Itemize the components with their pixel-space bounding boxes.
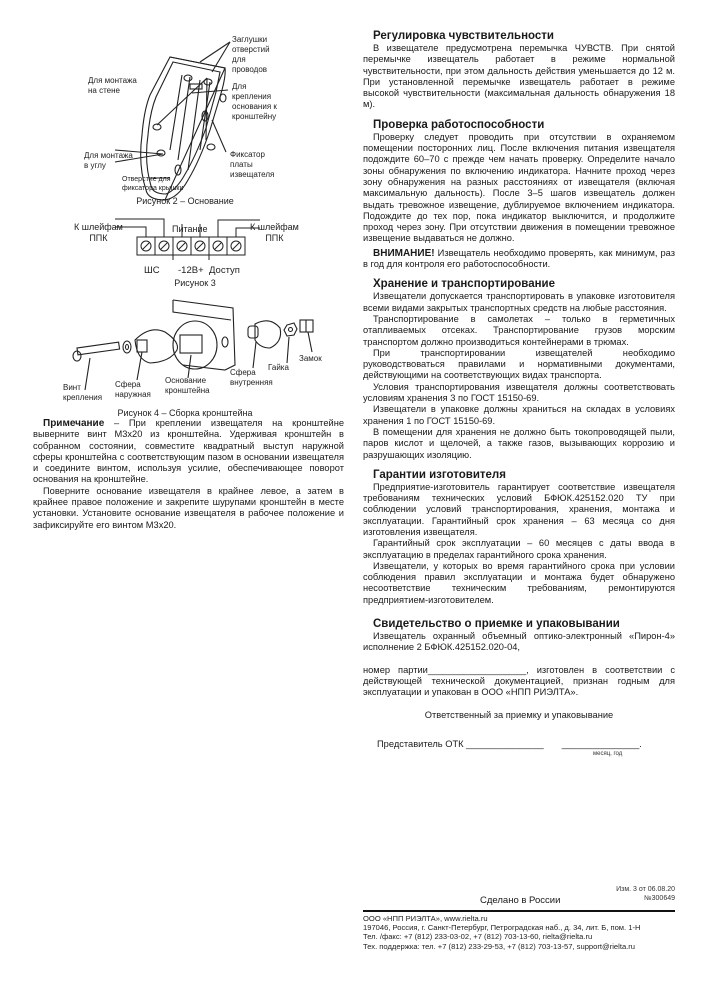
label-wall-mount: Для монтажа на стене [88, 76, 137, 95]
figure-3-caption: Рисунок 3 [174, 278, 216, 288]
label-bracket-base: Основание кронштейна [165, 376, 210, 395]
label-outer-sphere: Сфера наружная [115, 380, 151, 399]
label-corner-mount: Для монтажа в углу [84, 151, 133, 170]
label-left-ppk: К шлейфам ППК [74, 222, 123, 243]
responsible-label: Ответственный за приемку и упаковывание [424, 709, 614, 720]
company-phone: Тел. /факс: +7 (812) 233-03-02, +7 (812) 703-13-60, rielta@rielta.ru [363, 932, 593, 942]
figure-4-bracket-assembly [55, 290, 355, 420]
label-power: Питание [172, 224, 208, 234]
revision-date: Изм. 3 от 06.08.20 [616, 886, 675, 893]
label-plugs: Заглушки отверстий для проводов [232, 35, 270, 74]
label-bracket-mount: Для крепления основания к кронштейну [232, 82, 277, 121]
section-title: Свидетельство о приемке и упаковывании [373, 618, 620, 631]
section-title: Регулировка чувствительности [373, 30, 554, 42]
note-title: Примечание [43, 418, 105, 429]
left-column-text [33, 418, 344, 531]
section-sensitivity: Регулировка чувствительности В извещателе предусмотрена перемычка ЧУВСТВ. При снятой перемычке извещатель работает в режиме нормальной чувствительности, при этом дальность действия уменьшается до 12 м. При установленной перемычке извещатель работает в режиме высокой чувствительности (максимальная дальность обнаружения 18 м). [363, 30, 675, 110]
section-title: Проверка работоспособности [373, 118, 545, 131]
otk-signature-field[interactable]: Представитель ОТК _______________ [377, 738, 544, 749]
signature-row [363, 739, 675, 749]
label-inner-sphere: Сфера внутренняя [230, 368, 273, 387]
right-column-text [363, 30, 675, 765]
terminal-label-shs: ШС [144, 265, 160, 276]
figure-4-caption: Рисунок 4 – Сборка кронштейна [117, 408, 253, 418]
terminal-label-12v: -12В+ [178, 265, 204, 276]
detector-base-drawing [60, 0, 350, 210]
rotate-paragraph: Поверните основание извещателя в крайнее левое, а затем в крайнее правое положение и закрепите шурупами кронштейн в месте установки. Установите основание извещателя в рабочее положение и зафиксируйте его винтом М3х20. [33, 485, 344, 530]
terminal-label-access: Доступ [209, 265, 240, 276]
label-lock: Замок [299, 354, 322, 363]
warning-paragraph: ВНИМАНИЕ! Извещатель необходимо проверять, как минимум, раз в год для контроля его работоспособности. [363, 247, 675, 270]
made-in-russia: Сделано в России [480, 895, 561, 906]
section-title: Гарантии изготовителя [373, 468, 506, 481]
label-cover-hole: Отверстие для фиксатора крышки [122, 176, 184, 192]
company-name: ООО «НПП РИЭЛТА», www.rielta.ru [363, 914, 488, 923]
label-nut: Гайка [268, 363, 289, 372]
section-certificate: Свидетельство о приемке и упаковывании Извещатель охранный объемный оптико-электронный «Пирон-4» исполнение 2 БФЮК.425152.020-04, номер партии___________________, изготовлен в соответствии с действующей технической документацией, признан годным для эксплуатации и упакован в ООО «НПП РИЭЛТА». Ответственный за приемку и упаковывание Представитель ОТК _______________ _______________. месяц, год [363, 618, 675, 757]
warning-title: ВНИМАНИЕ! [373, 247, 435, 259]
figure-3-terminal-diagram [60, 210, 350, 290]
company-contacts [363, 914, 693, 951]
date-hint: месяц, год [593, 750, 623, 757]
figure-2-base-diagram [60, 0, 350, 210]
label-right-ppk: К шлейфам ППК [250, 222, 299, 243]
support-contacts: Тех. поддержка: тел. +7 (812) 233-29-53, +7 (812) 703-13-57, support@rielta.ru [363, 941, 636, 951]
note-paragraph: Примечание – При креплении извещателя на кронштейне выверните винт М3х20 из кронштейна. Удерживая кронштейн в собранном состоянии, совместите квадратный выступ наружной сферы кронштейна с соответствующим пазом в основании извещателя и соедините винтом, используя усилие, обеспечивающее поворот основания на кронштейне. [33, 418, 344, 485]
label-board-lock: Фиксатор платы извещателя [230, 150, 275, 179]
company-address: 197046, Россия, г. Санкт-Петербург, Петроградская наб., д. 34, лит. Б, пом. 1-Н [363, 923, 641, 933]
document-number: №300649 [644, 895, 675, 902]
section-title: Хранение и транспортирование [373, 278, 556, 291]
label-mounting-screw: Винт крепления [63, 383, 103, 402]
figure-2-caption: Рисунок 2 – Основание [136, 196, 234, 206]
section-warranty: Гарантии изготовителя Предприятие-изготовитель гарантирует соответствие извещателя требованиям технических условий БФЮК.425152.020 ТУ при соблюдении условий транспортирования, хранения, монтажа и эксплуатации. Гарантийный срок хранения – 63 месяца со дня изготовления извещателя. Гарантийный срок эксплуатации – 60 месяцев с даты ввода в эксплуатацию в пределах гарантийного срока хранения. Извещатели, у которых во время гарантийного срока при условии соблюдения правил эксплуатации и монтажа будет обнаружено несоответствие техническим требованиям, ремонтируются предприятием-изготовителем. [363, 468, 675, 605]
section-storage: Хранение и транспортирование Извещатели допускается транспортировать в упаковке изготовителя всеми видами закрытых транспортных средств на любые расстояния. Транспортирование в самолетах – только в герметичных отапливаемых отсеках. Транспортирование грузов морским транспортом должно производиться контейнерами в трюмах. При транспортировании извещателей необходимо руководствоваться правилами и нормативными документами, действующими на соответствующих видах транспорта. Условия транспортирования извещателя должны соответствовать условиям хранения 3 по ГОСТ 15150-69. Извещатели в упаковке должны храниться на складах в условиях хранения 1 по ГОСТ 15150-69. В помещении для хранения не должно быть токопроводящей пыли, паров кислот и щелочей, а также газов, вызывающих коррозию и разрушающих изоляцию. [363, 278, 675, 460]
section-check: Проверка работоспособности Проверку следует проводить при отсутствии в охраняемом помещении посторонних лиц. После включения питания извещателя подождите 60–70 с прежде чем начать проверку. Определите начало зоны обнаружения по включению индикатора. Начните проход через зону обнаружения на разных расстояниях от извещателя (включая максимальную дальность). После 3–5 шагов извещатель должен выдать тревожное извещение, дублируемое включением индикатора. Подождите до тех пор, пока индикатор выключится, и продолжите проход через зону. При отсутствии движения в помещении тревожное извещение выдаваться не должно. ВНИМАНИЕ! Извещатель необходимо проверять, как минимум, раз в год для контроля его работоспособности. [363, 118, 675, 270]
date-field[interactable]: _______________. [561, 738, 642, 749]
revision-info [600, 885, 675, 903]
footer-divider [363, 910, 675, 912]
